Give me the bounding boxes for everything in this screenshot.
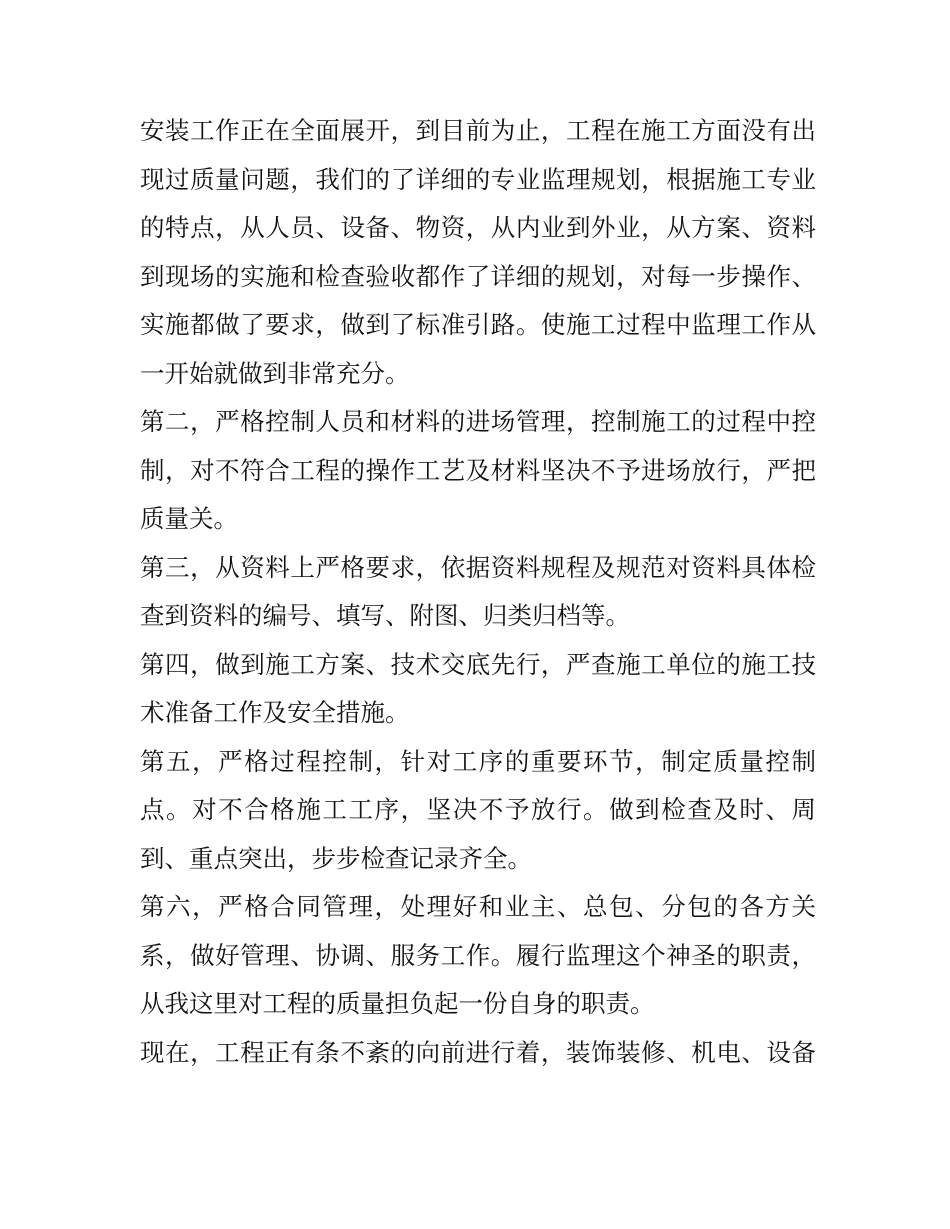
text-line: 到、重点突出，步步检查记录齐全。 xyxy=(140,843,532,873)
text-line: 一开始就做到非常充分。 xyxy=(140,358,410,388)
text-line: 现过质量问题，我们的了详细的专业监理规划，根据施工专业 xyxy=(140,164,816,194)
text-line: 查到资料的编号、填写、附图、归类归档等。 xyxy=(140,601,630,630)
paragraph xyxy=(140,883,816,1029)
text-line: 系，做好管理、协调、服务工作。履行监理这个神圣的职责， xyxy=(140,940,816,970)
text-line: 第六，严格合同管理，处理好和业主、总包、分包的各方关 xyxy=(140,892,816,921)
document-body xyxy=(140,107,816,1077)
text-line: 术准备工作及安全措施。 xyxy=(140,698,410,727)
text-line: 第四，做到施工方案、技术交底先行，严查施工单位的施工技 xyxy=(140,649,816,679)
paragraph xyxy=(140,738,816,884)
text-line: 现在，工程正有条不紊的向前进行着，装饰装修、机电、设备 xyxy=(140,1037,816,1067)
text-line: 实施都做了要求，做到了标准引路。使施工过程中监理工作从 xyxy=(140,310,816,339)
text-line: 从我这里对工程的质量担负起一份自身的职责。 xyxy=(140,989,655,1018)
paragraph xyxy=(140,641,816,738)
text-line: 第五，严格过程控制，针对工序的重要环节，制定质量控制 xyxy=(140,746,816,776)
text-line: 到现场的实施和检查验收都作了详细的规划，对每一步操作、 xyxy=(140,261,816,291)
text-line: 点。对不合格施工工序，坚决不予放行。做到检查及时、周 xyxy=(140,795,816,824)
text-line: 制，对不符合工程的操作工艺及材料坚决不予进场放行，严把 xyxy=(140,455,816,485)
text-line: 安装工作正在全面展开，到目前为止，工程在施工方面没有出 xyxy=(140,116,816,145)
text-line: 的特点，从人员、设备、物资，从内业到外业，从方案、资料 xyxy=(140,213,816,242)
paragraph xyxy=(140,107,816,398)
text-line: 第二，严格控制人员和材料的进场管理，控制施工的过程中控 xyxy=(140,407,816,436)
paragraph xyxy=(140,398,816,544)
paragraph xyxy=(140,544,816,641)
text-line: 质量关。 xyxy=(140,504,238,533)
text-line: 第三，从资料上严格要求，依据资料规程及规范对资料具体检 xyxy=(140,552,816,582)
paragraph xyxy=(140,1029,816,1078)
